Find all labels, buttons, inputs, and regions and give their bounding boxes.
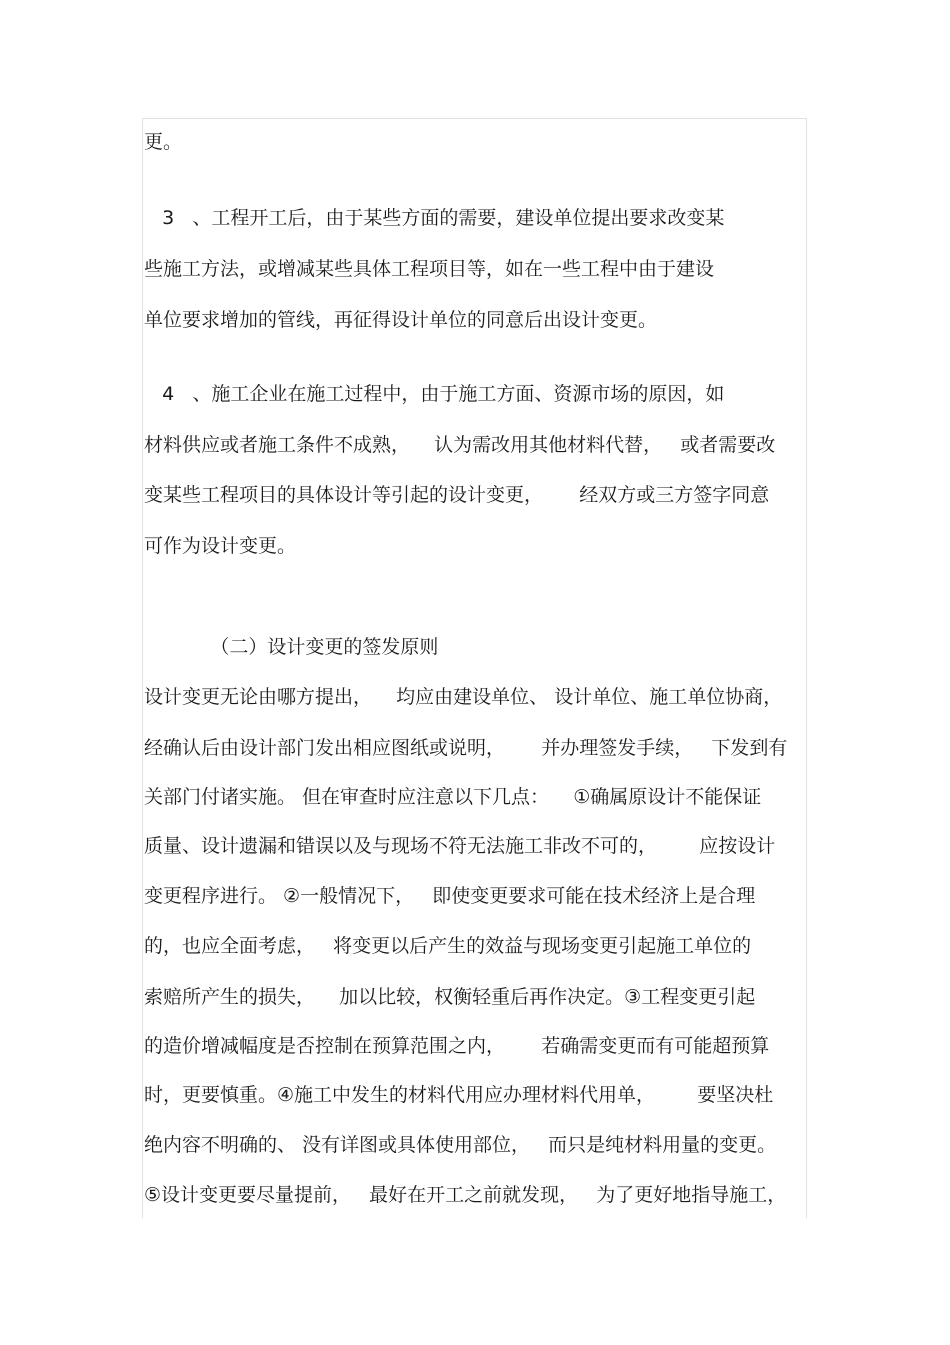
paragraph-line: 的造价增减幅度是否控制在预算范围之内， 若确需变更而有可能超预算: [144, 1035, 770, 1057]
item-3-line-1: 3 、工程开工后，由于某些方面的需要，建设单位提出要求改变某: [144, 207, 725, 229]
paragraph-line: 的，也应全面考虑， 将变更以后产生的效益与现场变更引起施工单位的: [144, 935, 752, 957]
paragraph-line: 索赔所产生的损失， 加以比较，权衡轻重后再作决定。③工程变更引起: [144, 986, 756, 1008]
section-heading: （二）设计变更的签发原则: [144, 636, 439, 658]
paragraph-line: 经确认后由设计部门发出相应图纸或说明， 并办理签发手续， 下发到有: [144, 737, 788, 759]
page-frame-right: [806, 118, 807, 1218]
item-3-line-2: 些施工方法，或增减某些具体工程项目等，如在一些工程中由于建设: [144, 258, 715, 280]
paragraph-line: 变更程序进行。 ②一般情况下， 即使变更要求可能在技术经济上是合理: [144, 885, 756, 907]
paragraph-line: 绝内容不明确的、 没有详图或具体使用部位， 而只是纯材料用量的变更。: [144, 1134, 777, 1156]
text-line: 更。: [144, 131, 183, 153]
item-3-line-3: 单位要求增加的管线，再征得设计单位的同意后出设计变更。: [144, 309, 658, 331]
item-4-line-4: 可作为设计变更。: [144, 535, 297, 557]
page-frame-left: [142, 118, 143, 1218]
item-4-line-2: 材料供应或者施工条件不成熟， 认为需改用其他材料代替， 或者需要改: [144, 434, 776, 456]
paragraph-line: ⑤设计变更要尽量提前， 最好在开工之前就发现， 为了更好地指导施工，: [144, 1184, 787, 1206]
page-frame-top: [142, 118, 807, 119]
paragraph-line: 时，更要慎重。④施工中发生的材料代用应办理材料代用单， 要坚决杜: [144, 1084, 774, 1106]
item-4-line-3: 变某些工程项目的具体设计等引起的设计变更， 经双方或三方签字同意: [144, 484, 770, 506]
paragraph-line: 关部门付诸实施。 但在审查时应注意以下几点： ①确属原设计不能保证: [144, 786, 762, 808]
paragraph-line: 设计变更无论由哪方提出， 均应由建设单位、 设计单位、施工单位协商，: [144, 686, 783, 708]
paragraph-line: 质量、设计遗漏和错误以及与现场不符无法施工非改不可的， 应按设计: [144, 835, 776, 857]
item-4-line-1: 4 、施工企业在施工过程中，由于施工方面、资源市场的原因，如: [144, 383, 725, 405]
